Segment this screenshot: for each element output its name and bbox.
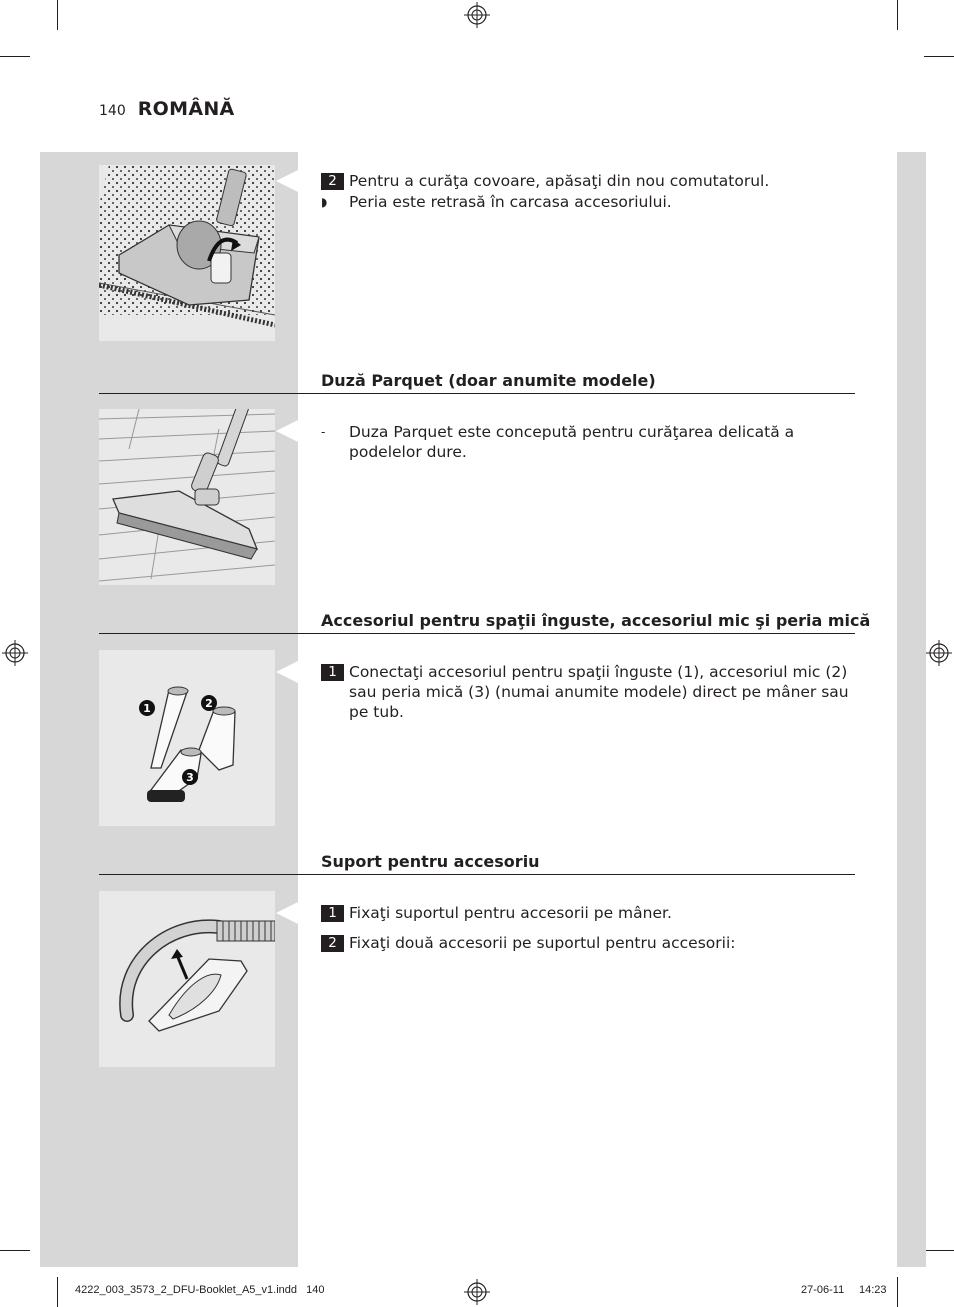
step-text: Conectaţi accesoriul pentru spaţii înguste (1), accesoriul mic (2) sau peria mică (3) (numai anumite modele) direct pe mâner sau pe tub. (349, 663, 849, 721)
callout-badge-1 (139, 700, 155, 716)
step-text: Fixaţi două accesorii pe suportul pentru accesorii: (349, 934, 736, 952)
step-number-badge: 2 (321, 173, 344, 190)
step-text: Pentru a curăţa covoare, apăsaţi din nou comutatorul. (349, 172, 770, 190)
accessories-illustration (99, 650, 275, 826)
svg-text:3: 3 (186, 771, 194, 784)
step-number-badge: 1 (321, 905, 344, 922)
step-carpet-result (321, 192, 856, 212)
registration-mark-icon (926, 640, 952, 666)
footer-file-name: 4222_003_3573_2_DFU-Booklet_A5_v1.indd 140 (75, 1284, 325, 1296)
crop-mark (924, 1250, 954, 1251)
step-carpet-press (321, 171, 856, 191)
svg-text:2: 2 (205, 697, 213, 710)
carpet-nozzle-illustration (99, 165, 275, 341)
footer-time: 14:23 (859, 1284, 887, 1296)
step-holder-fit-accessories (321, 933, 856, 953)
pointer-notch (276, 170, 298, 192)
language-title: ROMÂNĂ (137, 98, 235, 120)
page-header (99, 98, 235, 120)
crop-mark (924, 56, 954, 57)
crop-mark (897, 0, 898, 30)
right-margin-panel (897, 152, 926, 1267)
section-title-accessories: Accesoriul pentru spaţii înguste, accesoriul mic şi peria mică (321, 611, 871, 630)
list-dash-marker: - (321, 425, 326, 439)
result-marker-icon: ◗ (321, 195, 328, 209)
parquet-nozzle-illustration (99, 409, 275, 585)
pointer-notch (276, 902, 298, 924)
page-number: 140 (99, 103, 126, 119)
section-title-parquet: Duză Parquet (doar anumite modele) (321, 371, 656, 390)
registration-mark-icon (464, 1279, 490, 1305)
registration-mark-icon (2, 640, 28, 666)
step-number-badge: 1 (321, 664, 344, 681)
svg-text:1: 1 (143, 702, 151, 715)
step-accessories-connect (321, 662, 856, 722)
step-text: Duza Parquet este concepută pentru curăţarea delicată a podelelor dure. (349, 423, 795, 461)
crop-mark (57, 0, 58, 30)
callout-badge-2 (201, 695, 217, 711)
step-text: Fixaţi suportul pentru accesorii pe mâner. (349, 904, 672, 922)
section-title-holder: Suport pentru accesoriu (321, 852, 540, 871)
step-number-badge: 2 (321, 935, 344, 952)
section-divider (99, 633, 855, 634)
crop-mark (57, 1277, 58, 1307)
crop-mark (0, 1250, 30, 1251)
crop-mark (0, 56, 30, 57)
accessory-holder-illustration (99, 891, 275, 1067)
section-divider (99, 874, 855, 875)
section-divider (99, 393, 855, 394)
callout-badge-3 (182, 769, 198, 785)
pointer-notch (276, 420, 298, 442)
step-text: Peria este retrasă în carcasa accesoriului. (349, 193, 672, 211)
pointer-notch (276, 661, 298, 683)
step-parquet-info (321, 422, 856, 462)
footer-date: 27-06-11 (801, 1284, 845, 1296)
crop-mark (897, 1277, 898, 1307)
registration-mark-icon (464, 2, 490, 28)
step-holder-attach (321, 903, 856, 923)
